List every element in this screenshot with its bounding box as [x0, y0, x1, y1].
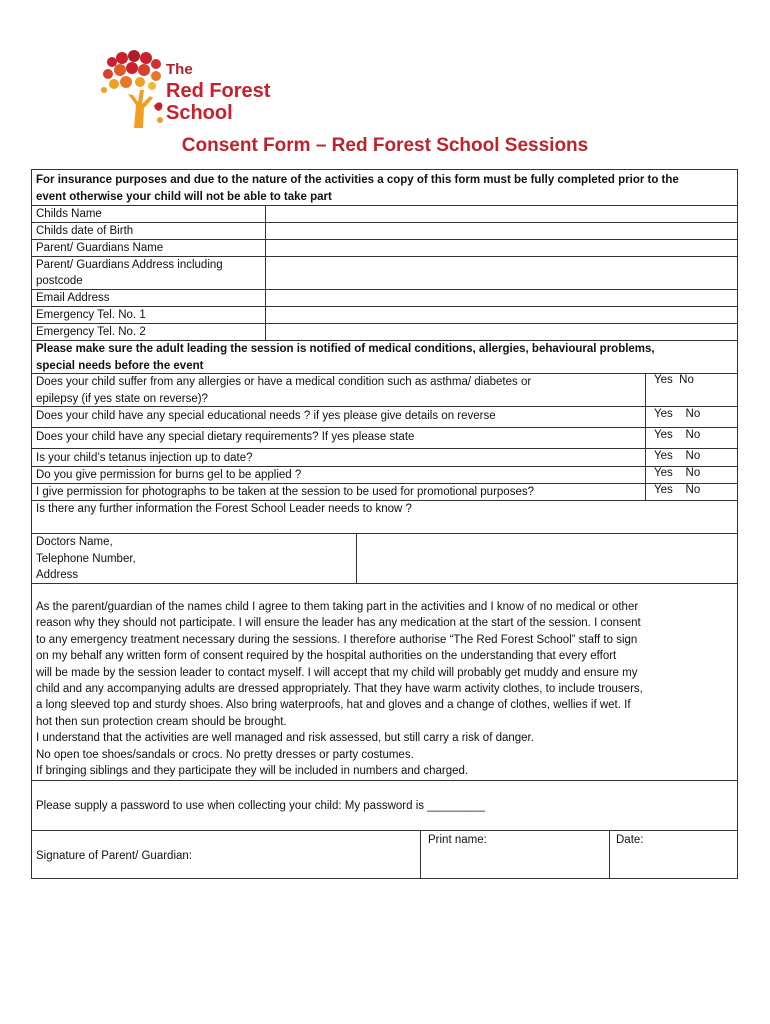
divider: [32, 256, 737, 257]
divider: [32, 583, 737, 584]
question-dietary: Does your child have any special dietary requirements? If yes please state: [36, 431, 415, 443]
field-label-email: Email Address: [36, 292, 110, 304]
agreement-line: If bringing siblings and they participate they will be included in numbers and charged.: [36, 765, 469, 778]
childs-dob-field[interactable]: [266, 223, 737, 240]
guardian-name-field[interactable]: [266, 240, 737, 257]
agreement-line: reason why they should not participate. I will ensure the leader has any medication at the start of the session. I consent: [36, 617, 641, 630]
doctors-line-1: Doctors Name,: [36, 536, 113, 548]
emergency-tel-2-field[interactable]: [266, 324, 737, 341]
medical-notice-line-2: special needs before the event: [36, 359, 204, 372]
divider: [32, 830, 737, 831]
print-name-field[interactable]: [421, 848, 608, 876]
logo-line-red-forest: Red Forest: [166, 80, 271, 102]
email-field[interactable]: [266, 290, 737, 307]
page-title: Consent Form – Red Forest School Sessions: [181, 135, 589, 156]
field-label-emergency-2: Emergency Tel. No. 2: [36, 326, 146, 338]
intro-line-2: event otherwise your child will not be able to take part: [36, 190, 332, 203]
question-special-needs: Does your child have any special educational needs ? if yes please give details on reverse: [36, 410, 496, 422]
question-burns-gel: Do you give permission for burns gel to be applied ?: [36, 469, 302, 481]
doctors-line-2: Telephone Number,: [36, 552, 136, 565]
agreement-line: on my behalf any written form of consent required by the hospital authorities on the understanding that every effort: [36, 650, 617, 663]
divider: [32, 323, 737, 324]
yes-no-burns-gel[interactable]: Yes No: [654, 467, 701, 479]
consent-form-table: [31, 169, 738, 879]
agreement-line: child and any accompanying adults are dressed appropriately. That they have warm activity clothes, to include trousers,: [36, 683, 643, 696]
date-label: Date:: [616, 834, 644, 846]
field-label-guardian-name: Parent/ Guardians Name: [36, 242, 164, 254]
logo-line-school: School: [166, 102, 233, 124]
divider: [32, 448, 737, 449]
agreement-line: to any emergency treatment necessary during the sessions. I therefore authorise “The Red Forest School” staff to sign: [36, 633, 638, 646]
yes-no-tetanus[interactable]: Yes No: [654, 450, 701, 462]
emergency-tel-1-field[interactable]: [266, 307, 737, 324]
further-info-field[interactable]: [32, 517, 737, 533]
yes-no-special-needs[interactable]: Yes No: [654, 408, 701, 420]
field-label-guardian-address: Parent/ Guardians Address including: [36, 259, 223, 271]
field-label-childs-dob: Childs date of Birth: [36, 225, 134, 237]
question-allergies-line-2: epilepsy (if yes state on reverse)?: [36, 392, 208, 405]
agreement-line: a long sleeved top and sturdy shoes. Also bring waterproofs, hat and gloves and a change of clothes, wellies if wet. If: [36, 699, 631, 712]
medical-notice: [36, 341, 655, 374]
password-prompt: Please supply a password to use when collecting your child: My password is _________: [36, 800, 485, 812]
logo-wordmark: [166, 60, 270, 124]
medical-notice-line-1: Please make sure the adult leading the session is notified of medical conditions, allergies, behavioural problems,: [36, 343, 655, 355]
tree-icon: [101, 50, 163, 128]
logo-line-the: The: [166, 61, 193, 78]
agreement-text: [36, 599, 736, 779]
question-tetanus: Is your child’s tetanus injection up to date?: [36, 452, 253, 464]
print-name-label: Print name:: [428, 834, 487, 846]
divider: [32, 306, 737, 307]
doctors-line-3: Address: [36, 569, 79, 581]
agreement-line: As the parent/guardian of the names child I agree to them taking part in the activities and I know of no medical or other: [36, 601, 639, 613]
divider: [32, 222, 737, 223]
signature-label: Signature of Parent/ Guardian:: [36, 850, 192, 862]
intro-line-1: For insurance purposes and due to the nature of the activities a copy of this form must be fully completed prior to the: [36, 174, 679, 186]
date-field[interactable]: [610, 848, 736, 876]
field-label-emergency-1: Emergency Tel. No. 1: [36, 309, 146, 321]
agreement-line: No open toe shoes/sandals or crocs. No pretty dresses or party costumes.: [36, 748, 414, 761]
doctors-label: [36, 534, 136, 584]
divider: [265, 205, 266, 340]
question-allergies: [36, 374, 531, 407]
agreement-line: hot then sun protection cream should be brought.: [36, 715, 287, 728]
divider: [32, 427, 737, 428]
divider: [32, 780, 737, 781]
question-allergies-line-1: Does your child suffer from any allergies or have a medical condition such as asthma/ diabetes or: [36, 376, 532, 388]
guardian-address-field[interactable]: [266, 257, 737, 290]
field-label-childs-name: Childs Name: [36, 208, 102, 220]
divider: [32, 289, 737, 290]
signature-field[interactable]: [232, 846, 418, 876]
field-label-postcode: postcode: [36, 275, 83, 287]
doctors-details-field[interactable]: [357, 534, 737, 583]
divider: [32, 406, 737, 407]
childs-name-field[interactable]: [266, 206, 737, 223]
question-photographs: I give permission for photographs to be taken at the session to be used for promotional purposes?: [36, 486, 534, 498]
divider: [645, 373, 646, 500]
yes-no-dietary[interactable]: Yes No: [654, 429, 701, 441]
intro-text: [36, 172, 679, 205]
agreement-line: I understand that the activities are well managed and risk assessed, but still carry a risk of danger.: [36, 732, 534, 745]
divider: [32, 239, 737, 240]
yes-no-allergies[interactable]: Yes No: [654, 374, 694, 386]
agreement-line: will be made by the session leader to contact myself. I will accept that my child will probably get muddy and ensure my: [36, 666, 638, 679]
yes-no-photographs[interactable]: Yes No: [654, 484, 701, 496]
further-info-label: Is there any further information the Forest School Leader needs to know ?: [36, 503, 412, 515]
